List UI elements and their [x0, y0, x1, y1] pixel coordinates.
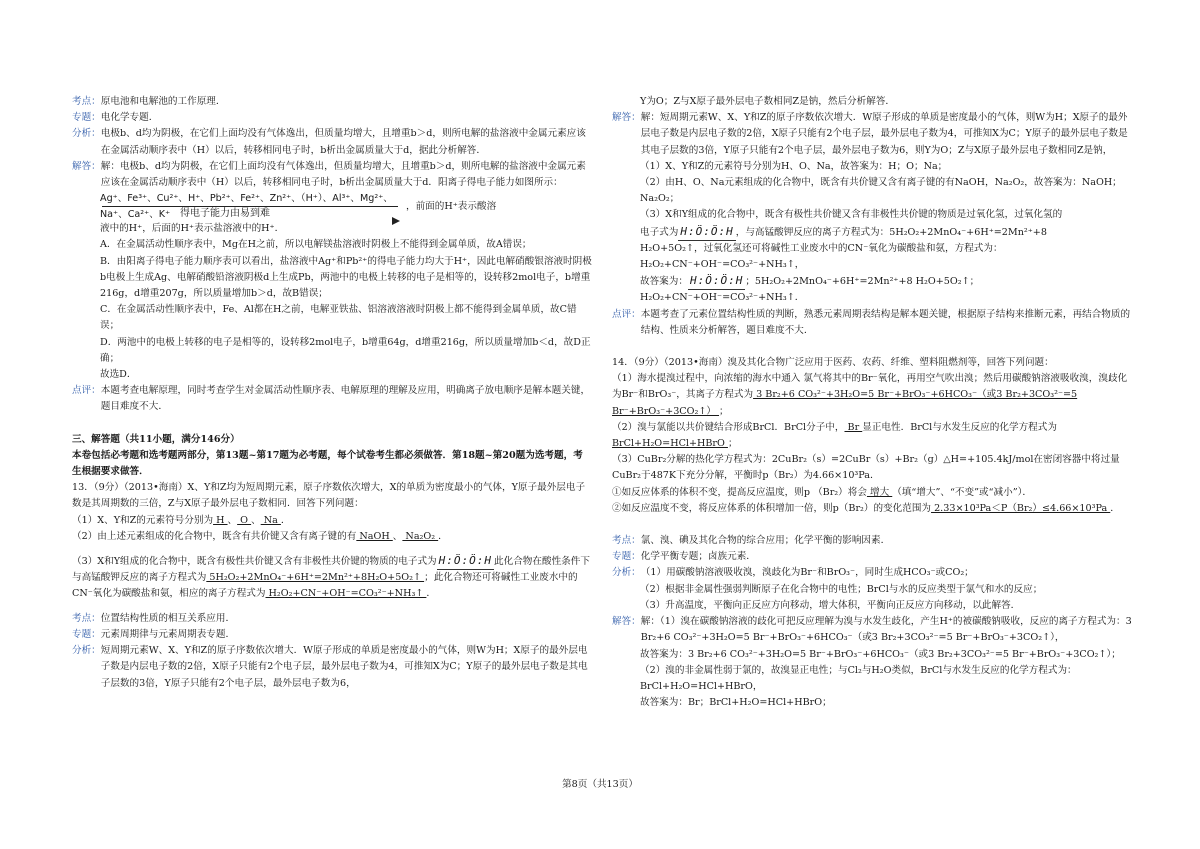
q14-jieda: 解答： 解：（1）溴在碳酸钠溶液的歧化可把反应理解为溴与水发生歧化，产生H⁺的被碳酸钠吸收，反应的离子方程式为：3 Br₂+6 CO₃²⁻+3H₂O=5 Br⁻+BrO₃⁻+6HCO₃⁻（或3 Br₂+3CO₃²⁻=5 Br⁻+BrO₃⁻+3CO₂↑），	[612, 616, 1132, 644]
ion-series-figure	[72, 191, 592, 221]
q14-fenxi-3: （3）升高温度，平衡向正反应方向移动，增大体积，平衡向正反应方向移动，以此解答．	[640, 599, 1021, 611]
q13-fenxi-cont: Y为O；Z与X原子最外层电子数相同Z是钠，然后分析解答．	[640, 96, 896, 107]
page-footer: 第8页（共13页）	[562, 779, 638, 790]
section-title: 三、解答题（共11小题，满分146分）	[72, 433, 240, 445]
q13-fenxi: 分析： 短周期元素W、X、Y和Z的原子序数依次增大．W原子形成的单质是密度最小的气体，则W为H；X原子的最外层电子数是内层电子数的2倍，X原子只能有2个电子层，最外层电子数为4，可推知X为C；Y原子的最外层电子数是其电子层数的3倍，Y原子只能有2个电子层，最外层电子数为6，	[72, 645, 588, 689]
q14-part1: （1）海水提溴过程中，向浓缩的海水中通入 氯气将其中的Br⁻氧化，再用空气吹出溴；然后用碳酸钠溶液吸收溴，溴歧化为Br⁻和BrO₃⁻，其离子方程式为 3 Br₂+6 CO₃²⁻+3H₂O=5 Br⁻+BrO₃⁻+6HCO₃⁻（或3 Br₂+3CO₃²⁻=5 Br⁻+BrO₃⁻+3CO₂↑） ；	[612, 373, 1128, 417]
after-arrow: ，前面的H⁺表示酸溶	[406, 201, 497, 213]
q14-fenxi: 分析： （1）用碳酸钠溶液吸收溴，溴歧化为Br⁻和BrO₃⁻，同时生成HCO₃⁻或CO₂；	[612, 567, 974, 579]
option-d: D．两池中的电极上转移的电子是相等的，设转移2mol电子，b增重64g，d增重216g，所以质量增加b＜d，故D正确；	[100, 336, 591, 364]
q14-zhuanti: 专题： 化学平衡专题；卤族元素．	[612, 551, 756, 563]
option-c: C．在金属活动性顺序表中，Fe、Al都在H之前，电解亚铁盐、铝溶液溶液时阴极上都不能得到金属单质，故C错误；	[100, 304, 577, 332]
q12-zhuanti: 专题： 电化学专题．	[72, 112, 159, 124]
after-arrow-2: 液中的H⁺，后面的H⁺表示盐溶液中的H⁺．	[100, 223, 285, 235]
q13-part1: （1）X、Y和Z的元素符号分别为 H 、 O 、 Na ．	[72, 514, 291, 526]
q13-answer-2: （2）由H、O、Na元素组成的化合物中，既含有共价键又含有离子键的有NaOH，Na₂O₂，故答案为：NaOH；Na₂O₂；	[640, 177, 1122, 205]
left-column	[72, 94, 592, 692]
q13-part3: （3）X和Y组成的化合物中，既含有极性共价键又含有非极性共价键的物质的电子式为 H:Ö:Ö:H 此化合物在酸性条件下与高锰酸钾反应的离子方程式为 5H₂O₂+2MnO₄⁻+6H⁺=2Mn²⁺+8H₂O+5O₂↑ ；此化合物还可将碱性工业废水中的CN⁻氧化为碳酸盐和氨，相应的离子方程式为 H₂O₂+CN⁻+OH⁻=CO₃²⁻+NH₃↑ ．	[72, 554, 590, 600]
q13-stem: 13．（9分）（2013•海南）X、Y和Z均为短周期元素，原子序数依次增大，X的单质为密度最小的气体，Y原子最外层电子数是其周期数的三倍，Z与X原子最外层电子数相同．回答下列问题：	[72, 482, 586, 510]
q13-dianping: 点评： 本题考查了元素位置结构性质的判断，熟悉元素周期表结构是解本题关键，根据原子结构来推断元素，再结合物质的结构、性质来分析解答，题目难度不大．	[612, 308, 1131, 336]
h2o2-lewis-structure: H:Ö:Ö:H	[437, 553, 494, 570]
q13-answer-1: （1）X、Y和Z的元素符号分别为H、O、Na，故答案为：H；O；Na；	[640, 160, 948, 172]
q13-final-answer: 故答案为： H:Ö:Ö:H ；5H₂O₂+2MnO₄⁻+6H⁺=2Mn²⁺+8 H₂O+5O₂↑；	[612, 273, 1132, 290]
q14-stem: 14．（9分）（2013•海南）溴及其化合物广泛应用于医药、农药、纤维、塑料阻燃剂等，回答下列问题：	[612, 357, 1054, 369]
q13-answer-3c: H₂O+5O₂↑，过氧化氢还可将碱性工业废水中的CN⁻氧化为碳酸盐和氨，方程式为：	[640, 242, 1003, 254]
q13-answer-3: （3）X和Y组成的化合物中，既含有极性共价键又含有非极性共价键的物质是过氧化氢，过氧化氢的	[640, 209, 1063, 221]
q12-dianping: 点评： 本题考查电解原理，同时考查学生对金属活动性顺序表、电解原理的理解及应用，明确离子放电顺序是解本题关键，题目难度不大．	[72, 385, 591, 413]
q12-jieda: 解答： 解：电极b、d均为阴极，在它们上面均没有气体逸出，但质量均增大，且增重b＞d，则所电解的盐溶液中金属元素应该在金属活动顺序表中（H）以后，转移相同电子时，b析出金属质量大于d．阳离子得电子能力如图所示：	[72, 160, 586, 189]
arrow-caption: 得电子能力由易到难	[180, 208, 270, 220]
q14-fenxi-2: （2）根据非金属性强弱判断原子在化合物中的电性；BrCl与水的反应类型于氯气和水的反应；	[640, 583, 1043, 595]
option-b: B．由阳离子得电子能力顺序表可以看出，盐溶液中Ag⁺和Pb²⁺的得电子能力均大于H⁺，因此电解硝酸银溶液时阴极b电极上生成Ag、电解硝酸铅溶液阴极d上生成Pb，两池中的电极上转移的电子是相等的，设转移2mol电子，b增重216g，d增重207g，所以质量增加b＞d，故B错误；	[100, 255, 592, 300]
arrow-head-icon	[392, 217, 400, 225]
h2o2-lewis-structure-2: H:Ö:Ö:H	[678, 224, 735, 241]
q14-kaodian: 考点： 氯、溴、碘及其化合物的综合应用；化学平衡的影响因素．	[612, 535, 891, 547]
option-a: A．在金属活动性顺序表中，Mg在H之前，所以电解镁盐溶液时阴极上不能得到金属单质，故A错误；	[100, 239, 532, 251]
section-note: 本卷包括必考题和选考题两部分，第13题~第17题为必考题，每个试卷考生都必须做答．第18题~第20题为选考题，考生根据要求做答．	[72, 449, 583, 478]
q14-jieda-3: （2）溴的非金属性弱于氯的，故溴显正电性；与Cl₂与H₂O类似，BrCl与水发生反应的化学方程式为：BrCl+H₂O=HCl+HBrO，	[640, 664, 1077, 692]
q12-kaodian: 考点： 原电池和电解池的工作原理．	[72, 96, 226, 107]
q14-part3: （3）CuBr₂分解的热化学方程式为：2CuBr₂（s）=2CuBr（s）+Br₂（g）△H=+105.4kJ/mol在密闭容器中将过量CuBr₂于487K下充分分解，平衡时p（Br₂）为4.66×10³Pa．	[612, 454, 1120, 482]
q14-part3b: ②如反应温度不变，将反应体系的体积增加一倍，则p（Br₂）的变化范围为 2.33×10³Pa＜P（Br₂）≤4.66×10³Pa ．	[612, 502, 1120, 514]
q13-final-answer-2: H₂O₂+CN⁻+OH⁻=CO₃²⁻+NH₃↑．	[640, 292, 805, 304]
choose-answer: 故选D．	[100, 369, 137, 381]
q14-jieda-2: 故答案为：3 Br₂+6 CO₃²⁻+3H₂O=5 Br⁻+BrO₃⁻+6HCO₃⁻（或3 Br₂+3CO₃²⁻=5 Br⁻+BrO₃⁻+3CO₂↑）；	[640, 648, 1121, 660]
q13-answer-3b: 电子式为 H:Ö:Ö:H ，与高锰酸钾反应的离子方程式为：5H₂O₂+2MnO₄⁻+6H⁺=2Mn²⁺+8	[612, 224, 1132, 241]
q12-fenxi: 分析： 电极b、d均为阴极，在它们上面均没有气体逸出，但质量均增大，且增重b＞d，则所电解的盐溶液中金属元素应该在金属活动顺序表中（H）以后，转移相同电子时，b析出金属质量大于d，据此分析解答．	[72, 128, 586, 156]
ion-series: Ag⁺、Fe³⁺、Cu²⁺、H⁺、Pb²⁺、Fe²⁺、Zn²⁺、（H⁺）、Al³⁺、Mg²⁺、Na⁺、Ca²⁺、K⁺	[100, 193, 393, 221]
q13-zhuanti: 专题： 元素周期律与元素周期表专题．	[72, 628, 236, 640]
q14-part3a: ①如反应体系的体积不变，提高反应温度，则p （Br₂）将会 增大 （填“增大”、“不变”或“减小”）．	[612, 486, 1032, 498]
q14-part2: （2）溴与氯能以共价键结合形成BrCl．BrCl分子中， Br 显正电性．BrCl与水发生反应的化学方程式为BrCl+H₂O=HCl+HBrO ；	[612, 421, 1057, 450]
q13-answer-3d: H₂O₂+CN⁻+OH⁻=CO₃²⁻+NH₃↑，	[640, 259, 805, 271]
right-column	[612, 94, 1132, 711]
q13-part2: （2）由上述元素组成的化合物中，既含有共价键又含有离子键的有 NaOH 、 Na₂O₂ ．	[72, 530, 448, 542]
q14-jieda-4: 故答案为：Br；BrCl+H₂O=HCl+HBrO；	[640, 697, 832, 709]
h2o2-lewis-structure-3: H:Ö:Ö:H	[688, 273, 745, 290]
q13-jieda: 解答： 解：短周期元素W、X、Y和Z的原子序数依次增大．W原子形成的单质是密度最小的气体，则W为H；X原子的最外层电子数是内层电子数的2倍，X原子只能有2个电子层，最外层电子数为4，可推知X为C；Y原子的最外层电子数是其电子层数的3倍，Y原子只能有2个电子层，最外层电子数为6，则Y为O；Z与X原子最外层电子数相同Z是钠，	[612, 112, 1128, 156]
q13-kaodian: 考点： 位置结构性质的相互关系应用．	[72, 612, 236, 624]
